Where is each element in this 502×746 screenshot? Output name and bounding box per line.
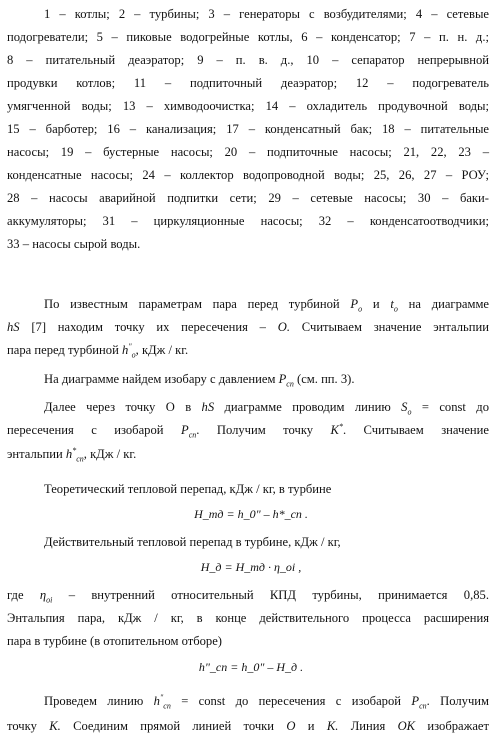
paragraph-7-line-1: Проведем линию $h^"_{сп}$ = const до пересечения с изобарой $P_{сп}$. Получим [44,692,490,711]
paragraph-3-line-2: пересечения с изобарой $P_{сп}$. Получим точку K*. Считываем значение [7,421,489,440]
paragraph-3-line-1: Далее через точку О в hS диаграмме проводим линию $S_o$ = const до [44,400,489,417]
paragraph-1-line-3: пара перед турбиной $h^"_o$, кДж / кг. [7,341,189,360]
paragraph-5: Действительный тепловой перепад в турбине, кДж / кг, [44,535,341,549]
legend-line: продувки котлов; 11 – подпиточный деаэратор; 12 – подогреватель [7,76,489,90]
formula-actual-drop: H_д = H_тд · η_oi , [200,560,302,574]
legend-line: 28 – насосы аварийной подпитки сети; 29 – сетевые насосы; 30 – баки- [7,191,489,205]
legend-line: насосы; 19 – бустерные насосы; 20 – подпиточные насосы; 21, 22, 23 – [7,145,489,159]
paragraph-6-line-2: Энтальпия пара, кДж / кг, в конце действительного процесса расширения [7,611,489,625]
paragraph-7-line-2: точку K. Соединим прямой линией точки O и K. Линия OK изображает [7,719,490,733]
formula-theoretical-drop: H_тд = h_0" – h*_сп . [194,507,308,521]
paragraph-4: Теоретический тепловой перепад, кДж / кг, в турбине [44,482,332,496]
paragraph-1-line-2: hS [7] находим точку их пересечения – O. Считываем значение энтальпии [7,320,489,334]
legend-line: 33 – насосы сырой воды. [7,237,141,251]
legend-line: 1 – котлы; 2 – турбины; 3 – генераторы с возбудителями; 4 – сетевые [44,7,489,21]
legend-line: подогреватели; 5 – пиковые водогрейные котлы, 6 – конденсатор; 7 – п. н. д.; [7,30,489,44]
legend-line: 8 – питательный деаэратор; 9 – п. в. д., 10 – сепаратор непрерывной [7,53,489,67]
legend-line: умягченной воды; 13 – химводоочистка; 14 – охладитель продувочной воды; [7,99,489,113]
legend-line: аккумуляторы; 31 – циркуляционные насосы; 32 – конденсатоотводчики; [7,214,489,228]
paragraph-6-line-1: где $\eta_{oi}$ – внутренний относительный КПД турбины, принимается 0,85. [7,588,489,605]
paragraph-6-line-3: пара в турбине (в отопительном отборе) [7,634,223,648]
paragraph-1-line-1: По известным параметрам пара перед турбиной $P_o$ и $t_o$ на диаграмме [44,297,490,314]
paragraph-2: На диаграмме найдем изобару с давлением $P_{сп}$ (см. пп. 3). [44,372,355,389]
legend-line: 15 – барботер; 16 – канализация; 17 – конденсатный бак; 18 – питательные [7,122,489,136]
legend-line: конденсатные насосы; 24 – коллектор водопроводной воды; 25, 26, 27 – РОУ; [7,168,489,182]
paragraph-3-line-3: энтальпии $h^*_{сп}$, кДж / кг. [7,445,137,464]
formula-end-enthalpy: h"_сп = h_0" – H_д . [198,660,304,674]
